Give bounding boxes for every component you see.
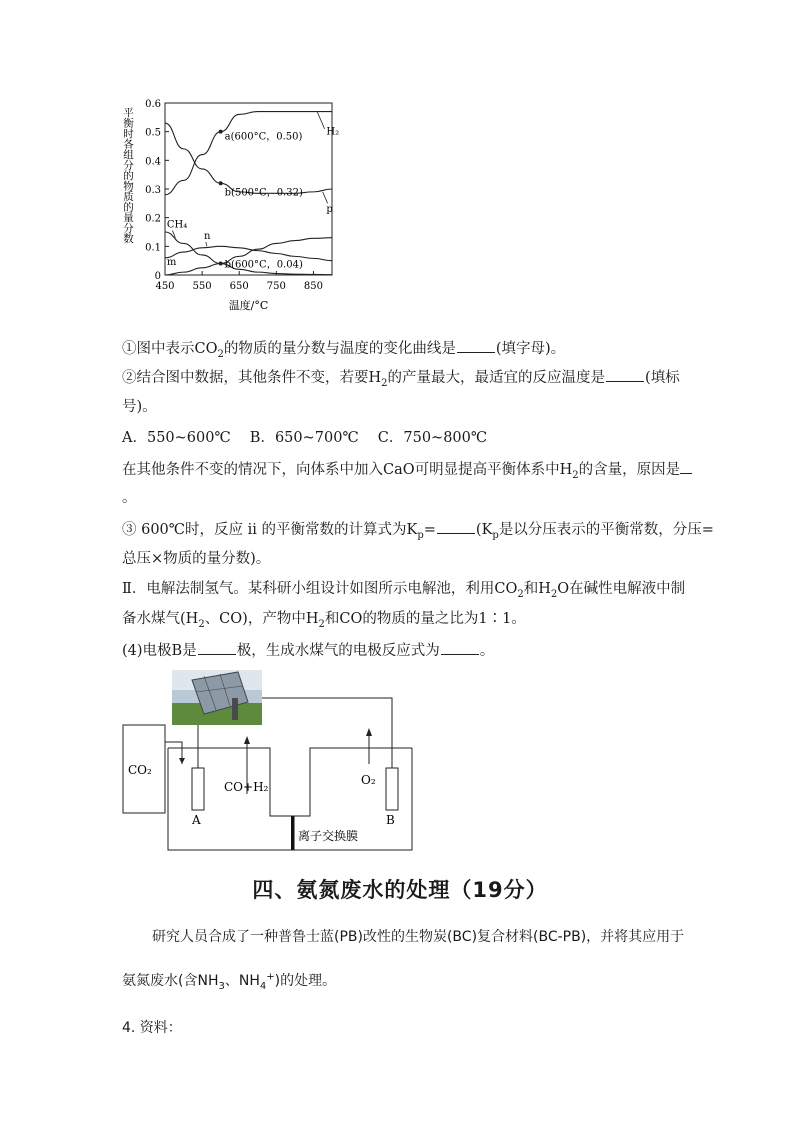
leader-line xyxy=(317,112,324,129)
series-label: CH₄ xyxy=(166,219,188,231)
question-4: (4)电极B是 极，生成水煤气的电极反应式为 。 xyxy=(122,640,494,661)
question-3-cont: 总压×物质的量分数)。 xyxy=(122,551,271,567)
equilibrium-chart xyxy=(110,95,350,325)
electrode-b xyxy=(386,768,398,810)
solar-panel-image xyxy=(172,670,262,725)
electrode-b-label: B xyxy=(386,813,395,827)
section-2-intro-cont: 备水煤气($H_2$、CO)，产物中$H_2$和CO的物质的量之比为1∶1。 xyxy=(122,611,526,630)
co2-label: CO₂ xyxy=(128,763,152,777)
answer-blank[interactable] xyxy=(441,640,479,655)
o2-label: O₂ xyxy=(361,773,376,787)
series-label: H₂ xyxy=(326,126,340,138)
y-tick-label: 0.2 xyxy=(145,213,161,225)
question-1: ①图中表示$CO_2$的物质的量分数与温度的变化曲线是 (填字母)。 xyxy=(122,338,565,365)
annotation-point xyxy=(219,181,223,185)
section-4-item-4: 4. 资料： xyxy=(122,1020,182,1036)
co-h2-label: CO+H₂ xyxy=(224,780,269,794)
question-2: ②结合图中数据，其他条件不变，若要$H_2$的产量最大，最适宜的反应温度是 (填标 xyxy=(122,367,680,394)
annotation-point xyxy=(219,262,223,266)
section-4-heading: 四、氨氮废水的处理（19分） xyxy=(252,878,548,902)
electrode-a-label: A xyxy=(192,813,201,827)
ion-exchange-membrane xyxy=(291,816,295,850)
leader-line xyxy=(206,242,207,246)
answer-blank[interactable] xyxy=(198,640,236,655)
x-axis-label: 温度/°C xyxy=(228,299,269,312)
section-4-intro-line1: 研究人员合成了一种普鲁士蓝(PB)改性的生物炭(BC)复合材料(BC-PB)，并将其应用于 xyxy=(152,929,685,945)
cao-question-end: 。 xyxy=(122,490,137,506)
answer-blank[interactable] xyxy=(457,338,495,353)
leader-line xyxy=(323,192,328,203)
answer-blank[interactable] xyxy=(680,459,692,474)
cao-question: 在其他条件不变的情况下，向体系中加入CaO可明显提高平衡体系中$H_2$的含量，原因是 xyxy=(122,459,692,486)
x-tick-label: 750 xyxy=(266,281,286,292)
y-tick-label: 0.5 xyxy=(145,127,161,139)
annotation-label: b(600°C，0.04) xyxy=(224,259,303,271)
series-label: p xyxy=(326,203,333,215)
y-tick-label: 0.4 xyxy=(145,156,161,168)
section-2-intro: Ⅱ．电解法制氢气。某科研小组设计如图所示电解池，利用$CO_2$和$H_2O$在碱性电解液中制 xyxy=(122,581,686,600)
annotation-label: a(600°C，0.50) xyxy=(224,131,303,143)
y-axis-label: 平衡时各组分的物质的量分数 xyxy=(122,107,134,244)
y-tick-label: 0.6 xyxy=(145,99,161,110)
x-tick-label: 650 xyxy=(229,281,249,292)
question-2-cont: 号)。 xyxy=(122,399,157,415)
question-3: ③ 600℃时，反应 ii 的平衡常数的计算式为$K_p= (K_p$是以分压表示的平衡常数，分压= xyxy=(122,519,714,546)
x-tick-label: 850 xyxy=(303,281,323,292)
series-label: m xyxy=(166,256,177,268)
x-tick-label: 550 xyxy=(192,281,212,292)
section-4-intro-line2: 氨氮废水(含$NH_3$、$NH_4^+$)的处理。 xyxy=(122,971,337,992)
y-tick-label: 0.1 xyxy=(145,242,161,254)
answer-blank[interactable] xyxy=(437,519,475,534)
electrode-a xyxy=(192,768,204,810)
y-tick-label: 0.3 xyxy=(145,185,161,196)
question-2-options: A．550~600℃ B．650~700℃ C．750~800℃ xyxy=(122,430,488,446)
electrolysis-cell-diagram xyxy=(120,668,420,853)
series-label: n xyxy=(203,231,211,243)
answer-blank[interactable] xyxy=(606,367,644,382)
annotation-point xyxy=(219,130,223,134)
series-line xyxy=(165,246,332,260)
y-tick-label: 0 xyxy=(154,271,161,282)
membrane-label: 离子交换膜 xyxy=(298,829,359,843)
x-tick-label: 450 xyxy=(155,281,175,292)
annotation-label: b(500°C，0.32) xyxy=(224,187,303,199)
